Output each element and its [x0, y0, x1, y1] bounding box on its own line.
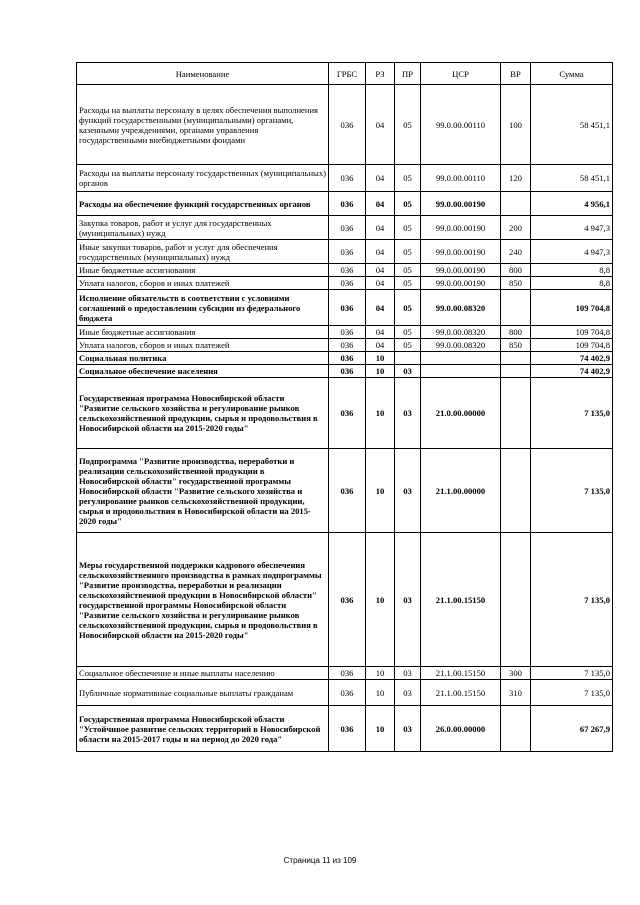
- cell-grbs: 036: [329, 680, 366, 706]
- cell-csr: 99.0.00.00190: [421, 240, 501, 264]
- cell-vr: [501, 706, 531, 752]
- cell-pr: 05: [395, 326, 421, 339]
- header-rz: РЗ: [366, 63, 395, 85]
- cell-name: Расходы на выплаты персоналу в целях обеспечения выполнения функций государственными (муниципальными) органами, казенными учреждениями, органами управления государственными внебюджетными фондами: [77, 85, 329, 165]
- cell-name: Расходы на обеспечение функций государственных органов: [77, 192, 329, 216]
- header-name: Наименование: [77, 63, 329, 85]
- cell-grbs: 036: [329, 378, 366, 449]
- cell-pr: [395, 352, 421, 365]
- table-row: [77, 290, 613, 326]
- cell-rz: 04: [366, 216, 395, 240]
- cell-name: Подпрограмма "Развитие производства, переработки и реализации сельскохозяйственной продукции в Новосибирской области" государственной программы Новосибирской области "Развитие сельского хозяйства и регулирование рынков сельскохозяйственной продукции, сырья и продовольствия в Новосибирской области на 2015-2020 годы": [77, 449, 329, 533]
- cell-csr: 21.0.00.00000: [421, 378, 501, 449]
- cell-rz: 10: [366, 365, 395, 378]
- table-row: [77, 365, 613, 378]
- cell-grbs: 036: [329, 533, 366, 667]
- table-row: [77, 706, 613, 752]
- cell-pr: 03: [395, 365, 421, 378]
- cell-csr: 21.1.00.15150: [421, 680, 501, 706]
- cell-pr: 03: [395, 533, 421, 667]
- header-sum: Сумма: [531, 63, 613, 85]
- cell-csr: 21.1.00.15150: [421, 667, 501, 680]
- cell-pr: 05: [395, 216, 421, 240]
- cell-vr: 200: [501, 216, 531, 240]
- header-csr: ЦСР: [421, 63, 501, 85]
- header-grbs: ГРБС: [329, 63, 366, 85]
- cell-csr: 21.1.00.00000: [421, 449, 501, 533]
- cell-rz: 10: [366, 706, 395, 752]
- cell-csr: 26.0.00.00000: [421, 706, 501, 752]
- cell-sum: 7 135,0: [531, 680, 613, 706]
- cell-sum: 109 704,8: [531, 290, 613, 326]
- header-vr: ВР: [501, 63, 531, 85]
- cell-vr: [501, 449, 531, 533]
- table-row: [77, 680, 613, 706]
- cell-rz: 04: [366, 165, 395, 192]
- header-pr: ПР: [395, 63, 421, 85]
- cell-name: Государственная программа Новосибирской области "Развитие сельского хозяйства и регулирование рынков сельскохозяйственной продукции, сырья и продовольствия в Новосибирской области на 2015-2020 годы": [77, 378, 329, 449]
- cell-vr: [501, 533, 531, 667]
- cell-pr: 03: [395, 378, 421, 449]
- cell-rz: 10: [366, 378, 395, 449]
- cell-csr: 99.0.00.00110: [421, 165, 501, 192]
- budget-table: [76, 62, 613, 752]
- cell-sum: 4 947,3: [531, 216, 613, 240]
- cell-vr: 240: [501, 240, 531, 264]
- cell-csr: 99.0.00.00190: [421, 216, 501, 240]
- cell-vr: [501, 352, 531, 365]
- cell-sum: 7 135,0: [531, 378, 613, 449]
- cell-rz: 04: [366, 85, 395, 165]
- cell-name: Закупка товаров, работ и услуг для государственных (муниципальных) нужд: [77, 216, 329, 240]
- cell-rz: 04: [366, 264, 395, 277]
- cell-grbs: 036: [329, 449, 366, 533]
- page-number: Страница 11 из 109: [283, 856, 357, 865]
- cell-sum: 109 704,8: [531, 326, 613, 339]
- cell-grbs: 036: [329, 192, 366, 216]
- cell-vr: 850: [501, 277, 531, 290]
- cell-grbs: 036: [329, 290, 366, 326]
- table-body: [77, 85, 613, 752]
- cell-grbs: 036: [329, 216, 366, 240]
- cell-pr: 05: [395, 165, 421, 192]
- cell-pr: 05: [395, 192, 421, 216]
- cell-vr: [501, 192, 531, 216]
- cell-pr: 03: [395, 667, 421, 680]
- cell-grbs: 036: [329, 339, 366, 352]
- cell-csr: 99.0.00.00190: [421, 277, 501, 290]
- cell-vr: [501, 365, 531, 378]
- cell-pr: 05: [395, 240, 421, 264]
- cell-vr: 310: [501, 680, 531, 706]
- cell-csr: 99.0.00.00190: [421, 192, 501, 216]
- cell-grbs: 036: [329, 326, 366, 339]
- table-row: [77, 449, 613, 533]
- cell-csr: [421, 352, 501, 365]
- cell-sum: 8,8: [531, 264, 613, 277]
- cell-name: Иные бюджетные ассигнования: [77, 326, 329, 339]
- cell-grbs: 036: [329, 277, 366, 290]
- cell-rz: 04: [366, 326, 395, 339]
- cell-pr: 05: [395, 264, 421, 277]
- cell-grbs: 036: [329, 352, 366, 365]
- cell-rz: 04: [366, 240, 395, 264]
- cell-pr: 05: [395, 290, 421, 326]
- cell-sum: 8,8: [531, 277, 613, 290]
- table-row: [77, 378, 613, 449]
- cell-vr: 800: [501, 264, 531, 277]
- cell-vr: [501, 378, 531, 449]
- cell-grbs: 036: [329, 365, 366, 378]
- cell-sum: 7 135,0: [531, 449, 613, 533]
- cell-pr: 05: [395, 85, 421, 165]
- cell-name: Социальная политика: [77, 352, 329, 365]
- cell-sum: 67 267,9: [531, 706, 613, 752]
- cell-csr: 99.0.00.00110: [421, 85, 501, 165]
- cell-rz: 04: [366, 277, 395, 290]
- cell-csr: 99.0.00.00190: [421, 264, 501, 277]
- cell-grbs: 036: [329, 240, 366, 264]
- table-row: [77, 264, 613, 277]
- cell-name: Уплата налогов, сборов и иных платежей: [77, 277, 329, 290]
- table-row: [77, 533, 613, 667]
- cell-grbs: 036: [329, 667, 366, 680]
- cell-rz: 04: [366, 290, 395, 326]
- table-row: [77, 277, 613, 290]
- cell-csr: [421, 365, 501, 378]
- cell-name: Исполнение обязательств в соответствии с условиями соглашений о предоставлении субсидии из федерального бюджета: [77, 290, 329, 326]
- cell-name: Социальное обеспечение населения: [77, 365, 329, 378]
- cell-name: Меры государственной поддержки кадрового обеспечения сельскохозяйственного производства в рамках подпрограммы "Развитие производства, переработки и реализации сельскохозяйственной продукции в Новосибирской области" государственной программы Новосибирской области "Развитие сельского хозяйства и регулирование рынков сельскохозяйственной продукции, сырья и продовольствия в Новосибирской области на 2015-2020 годы": [77, 533, 329, 667]
- cell-sum: 58 451,1: [531, 165, 613, 192]
- cell-rz: 10: [366, 352, 395, 365]
- cell-csr: 99.0.00.08320: [421, 290, 501, 326]
- cell-name: Государственная программа Новосибирской области "Устойчивое развитие сельских территорий в Новосибирской области на 2015-2017 годы и на период до 2020 года": [77, 706, 329, 752]
- cell-pr: 03: [395, 449, 421, 533]
- cell-sum: 7 135,0: [531, 533, 613, 667]
- table-row: [77, 667, 613, 680]
- cell-vr: 850: [501, 339, 531, 352]
- cell-csr: 99.0.00.08320: [421, 339, 501, 352]
- cell-csr: 99.0.00.08320: [421, 326, 501, 339]
- cell-sum: 109 704,8: [531, 339, 613, 352]
- table-row: [77, 339, 613, 352]
- cell-sum: 74 402,9: [531, 365, 613, 378]
- cell-pr: 05: [395, 339, 421, 352]
- cell-rz: 10: [366, 533, 395, 667]
- cell-rz: 10: [366, 680, 395, 706]
- cell-vr: 100: [501, 85, 531, 165]
- cell-csr: 21.1.00.15150: [421, 533, 501, 667]
- table-row: [77, 85, 613, 165]
- cell-grbs: 036: [329, 264, 366, 277]
- cell-vr: 300: [501, 667, 531, 680]
- cell-grbs: 036: [329, 85, 366, 165]
- cell-vr: [501, 290, 531, 326]
- cell-pr: 05: [395, 277, 421, 290]
- cell-name: Расходы на выплаты персоналу государственных (муниципальных) органов: [77, 165, 329, 192]
- cell-sum: 74 402,9: [531, 352, 613, 365]
- cell-name: Уплата налогов, сборов и иных платежей: [77, 339, 329, 352]
- table-row: [77, 240, 613, 264]
- table-row: [77, 192, 613, 216]
- table-header-row: [77, 63, 613, 85]
- cell-sum: 7 135,0: [531, 667, 613, 680]
- cell-name: Иные закупки товаров, работ и услуг для обеспечения государственных (муниципальных) нужд: [77, 240, 329, 264]
- table-row: [77, 326, 613, 339]
- cell-rz: 10: [366, 667, 395, 680]
- cell-pr: 03: [395, 706, 421, 752]
- cell-rz: 10: [366, 449, 395, 533]
- table-row: [77, 165, 613, 192]
- cell-name: Иные бюджетные ассигнования: [77, 264, 329, 277]
- cell-name: Социальное обеспечение и иные выплаты населению: [77, 667, 329, 680]
- cell-sum: 58 451,1: [531, 85, 613, 165]
- cell-rz: 04: [366, 192, 395, 216]
- cell-vr: 800: [501, 326, 531, 339]
- cell-grbs: 036: [329, 165, 366, 192]
- cell-grbs: 036: [329, 706, 366, 752]
- cell-rz: 04: [366, 339, 395, 352]
- cell-pr: 03: [395, 680, 421, 706]
- cell-sum: 4 956,1: [531, 192, 613, 216]
- table-row: [77, 216, 613, 240]
- cell-vr: 120: [501, 165, 531, 192]
- table-row: [77, 352, 613, 365]
- cell-sum: 4 947,3: [531, 240, 613, 264]
- cell-name: Публичные нормативные социальные выплаты гражданам: [77, 680, 329, 706]
